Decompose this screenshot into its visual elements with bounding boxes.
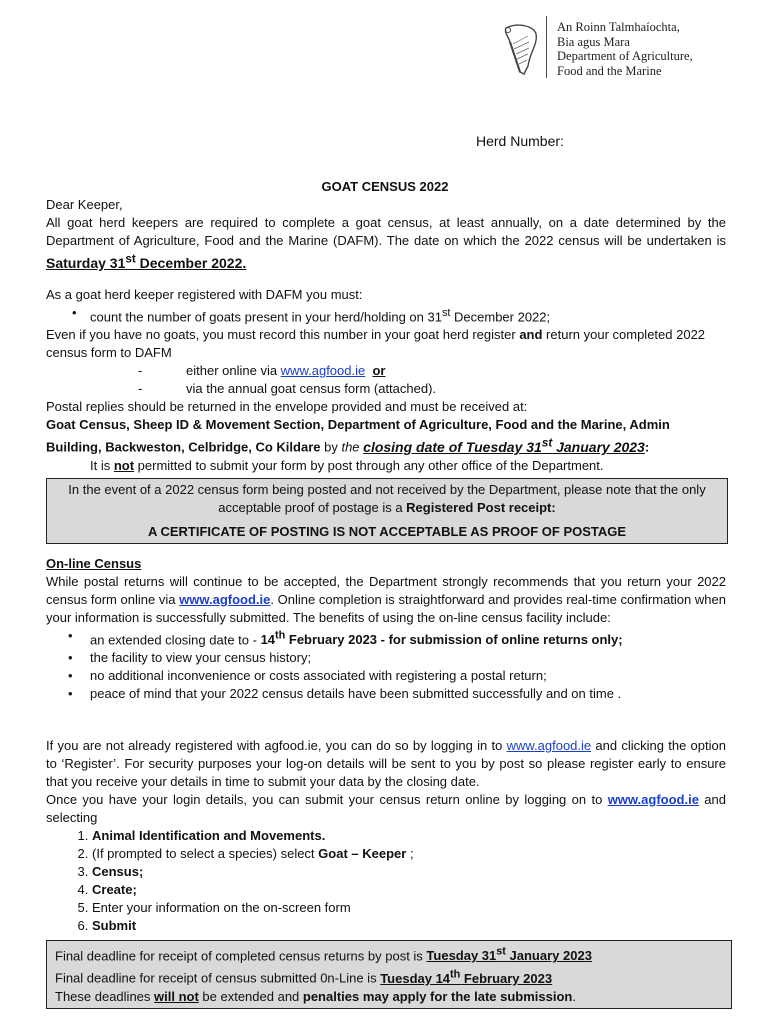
register-paragraph: If you are not already registered with agfood.ie, you can do so by logging in to www.agfood.ie and clicking the option to ‘Register’. For security purposes your log-on details will be sent to you by post so please register early to ensure that you receive your details in time to submit your data by the closing date. <box>46 738 726 789</box>
agfood-link[interactable]: www.agfood.ie <box>179 592 271 607</box>
list-item: • an extended closing date to - 14th February 2023 - for submission of online returns only; <box>90 627 726 649</box>
option-paper: - via the annual goat census form (attached). <box>138 381 437 397</box>
deadline-warning: These deadlines will not be extended and penalties may apply for the late submission. <box>55 988 576 1004</box>
department-name <box>557 20 693 78</box>
list-item: 4. Create; <box>92 881 726 899</box>
dept-line: Food and the Marine <box>557 63 662 78</box>
postage-notice-text: In the event of a 2022 census form being posted and not received by the Department, please note that the only acceptable proof of postage is a Registered Post receipt: <box>68 482 706 515</box>
salutation: Dear Keeper, <box>46 197 123 212</box>
list-item: • no additional inconvenience or costs associated with registering a postal return; <box>90 667 726 685</box>
intro-paragraph: All goat herd keepers are required to complete a goat census, at least annually, on a date determined by the Department of Agriculture, Food and the Marine (DAFM). The date on which the 2022 census will be undertaken is Saturday 31st December 2022. <box>46 215 726 271</box>
dept-line: Bia agus Mara <box>557 34 630 49</box>
page-title: GOAT CENSUS 2022 <box>321 179 449 194</box>
requirements-section <box>46 286 726 475</box>
intro-section <box>46 196 726 273</box>
postal-address: Goat Census, Sheep ID & Movement Section, Department of Agriculture, Food and the Marine, Admin Building, Backweston, Celbridge, Co Kildare by the closing date of Tuesday 31st January 2023: <box>46 417 670 455</box>
postal-instruction: Postal replies should be returned in the envelope provided and must be received at: <box>46 399 528 415</box>
list-item: • peace of mind that your 2022 census details have been submitted successfully and on time . <box>90 685 726 703</box>
dept-line: Department of Agriculture, <box>557 49 693 63</box>
deadline-online: Final deadline for receipt of census submitted 0n-Line is Tuesday 14th February 2023 <box>55 968 553 986</box>
option-online: - either online via www.agfood.ie or <box>138 363 386 379</box>
list-item: 1. Animal Identification and Movements. <box>92 827 726 845</box>
requirement-bullet: • count the number of goats present in your herd/holding on 31st December 2022; <box>72 305 551 325</box>
dept-line: An Roinn Talmhaíochta, <box>557 20 680 34</box>
agfood-link[interactable]: www.agfood.ie <box>506 738 592 753</box>
certificate-warning: A CERTIFICATE OF POSTING IS NOT ACCEPTABLE AS PROOF OF POSTAGE <box>147 524 627 539</box>
not-permitted-note: It is not permitted to submit your form by post through any other office of the Department. <box>90 457 604 473</box>
benefits-list <box>46 627 726 703</box>
steps-list <box>46 827 726 935</box>
even-paragraph: Even if you have no goats, you must record this number in your goat herd register and return your completed 2022 census form to DAFM <box>46 327 706 361</box>
online-paragraph: While postal returns will continue to be accepted, the Department strongly recommends that you return your 2022 census form online via www.agfood.ie. Online completion is straightforward and provides real-time confirmation when your information is successfully submitted. The benefits of using the on-line census facility include: <box>46 574 727 625</box>
deadline-box <box>46 940 732 1009</box>
agfood-link[interactable]: www.agfood.ie <box>280 363 366 379</box>
deadline-post: Final deadline for receipt of completed census returns by post is Tuesday 31st January 2023 <box>55 946 592 964</box>
online-census-section <box>46 555 726 703</box>
agfood-link[interactable]: www.agfood.ie <box>607 792 699 807</box>
postage-notice-box <box>46 478 728 544</box>
registration-section <box>46 737 726 935</box>
list-item: 3. Census; <box>92 863 726 881</box>
list-item: 6. Submit <box>92 917 726 935</box>
herd-number-label: Herd Number: <box>476 133 564 149</box>
harp-logo <box>498 22 542 78</box>
header-divider <box>546 16 547 78</box>
requirements-lead: As a goat herd keeper registered with DAFM you must: <box>46 287 363 302</box>
list-item: 5. Enter your information on the on-screen form <box>92 899 726 917</box>
list-item: • the facility to view your census history; <box>90 649 726 667</box>
login-paragraph: Once you have your login details, you can submit your census return online by logging on to www.agfood.ie and selecting <box>46 792 726 825</box>
list-item: 2. (If prompted to select a species) select Goat – Keeper ; <box>92 845 726 863</box>
online-heading: On-line Census <box>46 556 142 571</box>
